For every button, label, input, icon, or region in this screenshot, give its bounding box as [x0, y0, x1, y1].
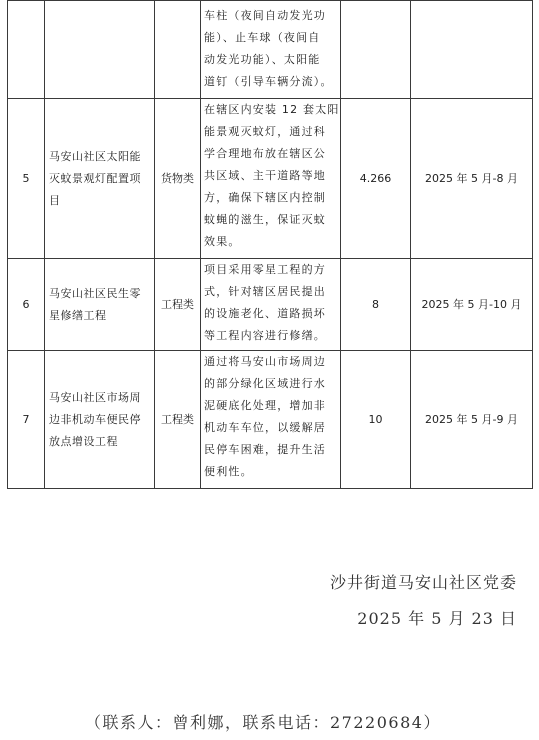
project-time: 2025 年 5 月-9 月: [411, 351, 533, 489]
content-line: 的部分绿化区域进行水: [204, 377, 326, 390]
table-row: [8, 99, 533, 259]
project-time: 2025 年 5 月-8 月: [411, 99, 533, 259]
row-number: 5: [8, 99, 45, 259]
name-line: 马安山社区太阳能: [49, 149, 141, 163]
project-amount: 4.266: [341, 99, 411, 259]
project-content: [201, 351, 341, 489]
project-name: [45, 351, 155, 489]
project-content: [201, 1, 341, 99]
project-name: [45, 99, 155, 259]
contact-info: （联系人：曾利娜，联系电话：27220684）: [85, 713, 441, 732]
name-line: 星修缮工程: [49, 308, 107, 322]
name-line: 边非机动车便民停: [49, 412, 141, 426]
project-type: [155, 1, 201, 99]
content-line: 动发光功能）、太阳能: [204, 53, 321, 66]
content-line: 民停车困难，提升生活: [204, 443, 326, 456]
project-content: [201, 259, 341, 351]
content-line: 能）、止车球（夜间自: [204, 31, 321, 44]
table-row: [8, 1, 533, 99]
table-row: [8, 351, 533, 489]
name-line: 马安山社区民生零: [49, 286, 141, 300]
row-number: 7: [8, 351, 45, 489]
project-table: [7, 0, 533, 489]
content-line: 车柱（夜间自动发光功: [204, 9, 326, 22]
content-line: 等工程内容进行修缮。: [204, 329, 326, 342]
table-row: [8, 259, 533, 351]
content-line: 在辖区内安装 12 套太阳: [204, 103, 340, 116]
content-line: 学合理地布放在辖区公: [204, 147, 326, 160]
content-line: 便利性。: [204, 465, 253, 478]
content-line: 效果。: [204, 235, 241, 248]
signing-date: 2025 年 5 月 23 日: [357, 609, 517, 628]
project-content: [201, 99, 341, 259]
project-name: [45, 259, 155, 351]
content-line: 通过将马安山市场周边: [204, 355, 326, 368]
content-line: 共区域、主干道路等地: [204, 169, 326, 182]
content-line: 道钉（引导车辆分流）。: [204, 75, 333, 88]
name-line: 放点增设工程: [49, 434, 118, 448]
content-line: 蚊蝇的滋生，保证灭蚊: [204, 213, 326, 226]
name-line: 目: [49, 193, 61, 207]
project-type: 工程类: [155, 351, 201, 489]
project-amount: 8: [341, 259, 411, 351]
project-time: 2025 年 5 月-10 月: [411, 259, 533, 351]
project-type: 货物类: [155, 99, 201, 259]
content-line: 的设施老化、道路损坏: [204, 307, 326, 320]
content-line: 泥硬底化处理，增加非: [204, 399, 326, 412]
project-time: [411, 1, 533, 99]
content-line: 机动车车位，以缓解居: [204, 421, 326, 434]
project-name: [45, 1, 155, 99]
content-line: 方，确保下辖区内控制: [204, 191, 326, 204]
row-number: 6: [8, 259, 45, 351]
project-amount: 10: [341, 351, 411, 489]
content-line: 能景观灭蚊灯，通过科: [204, 125, 326, 138]
name-line: 马安山社区市场周: [49, 390, 141, 404]
row-number: [8, 1, 45, 99]
name-line: 灭蚊景观灯配置项: [49, 171, 141, 185]
signing-organization: 沙井街道马安山社区党委: [329, 573, 517, 592]
content-line: 项目采用零星工程的方: [204, 263, 326, 276]
content-line: 式，针对辖区居民提出: [204, 285, 326, 298]
project-amount: [341, 1, 411, 99]
project-type: 工程类: [155, 259, 201, 351]
